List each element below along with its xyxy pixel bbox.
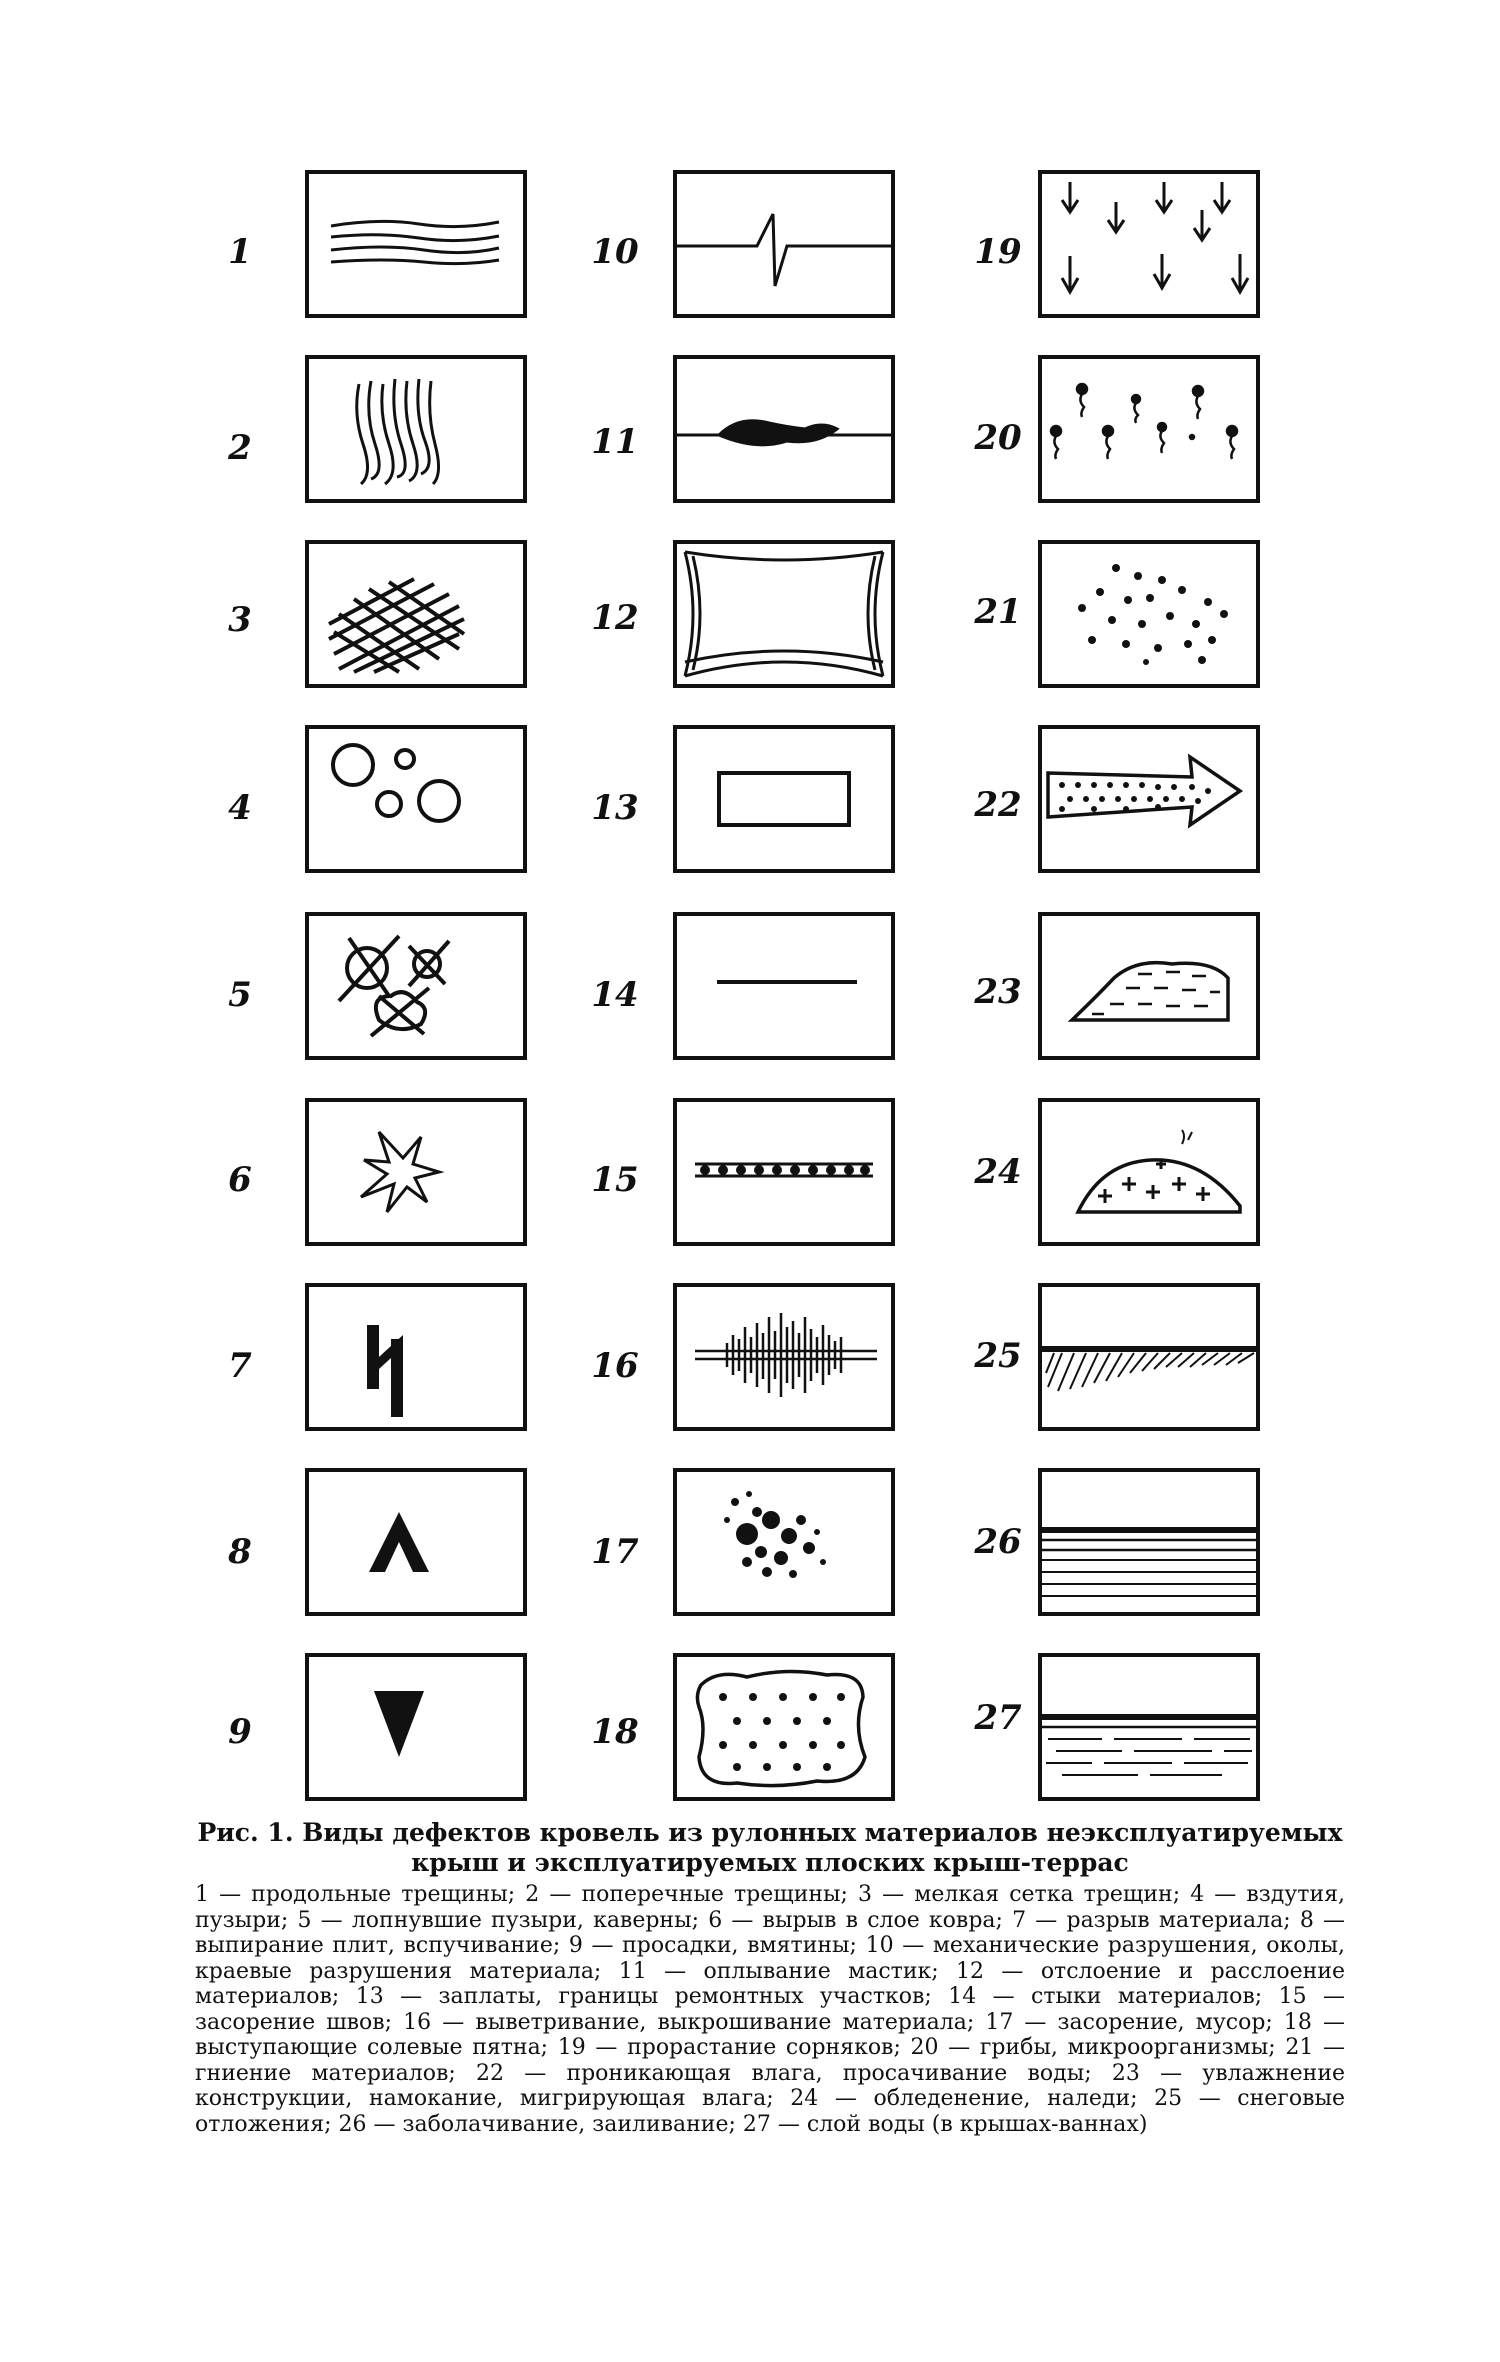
figure-label-7: 7	[228, 1346, 252, 1386]
waterlogging-icon	[1042, 1472, 1256, 1612]
defect-symbol-23	[1038, 912, 1260, 1060]
defect-symbol-9	[305, 1653, 527, 1801]
defect-symbol-7	[305, 1283, 527, 1431]
snow-deposits-icon	[1042, 1287, 1256, 1427]
defect-symbol-18	[673, 1653, 895, 1801]
seam-clogging-icon	[677, 1102, 891, 1242]
mastic-flow-icon	[677, 359, 891, 499]
defect-symbol-14	[673, 912, 895, 1060]
figure-label-21: 21	[974, 592, 1022, 632]
mechanical-damage-icon	[677, 174, 891, 314]
delamination-icon	[677, 544, 891, 684]
defect-symbol-19	[1038, 170, 1260, 318]
figure-label-19: 19	[974, 232, 1022, 272]
material-rupture-icon	[309, 1287, 523, 1427]
caption-title: Рис. 1. Виды дефектов кровель из рулонных материалов неэксплуатируемых крыш и эксплуатируемых плоских крыш-террас	[197, 1818, 1343, 1877]
patch-icon	[677, 729, 891, 869]
caption-legend-text: 1 — продольные трещины; 2 — поперечные трещины; 3 — мелкая сетка трещин; 4 — вздутия, пузыри; 5 — лопнувшие пузыри, каверны; 6 — вырыв в слое ковра; 7 — разрыв материала; 8 — выпирание плит, вспучивание; 9 — просадки, вмятины; 10 — механические разрушения, околы, краевые разрушения материала; 11 — оплывание мастик; 12 — отслоение и расслоение материалов; 13 — заплаты, границы ремонтных участков; 14 — стыки материалов; 15 — засорение швов; 16 — выветривание, выкрошивание материала; 17 — засорение, мусор; 18 — выступающие солевые пятна; 19 — прорастание сорняков; 20 — грибы, микроорганизмы; 21 — гниение материалов; 22 — проникающая влага, просачивание воды; 23 — увлажнение конструкции, намокание, мигрирующая влага; 24 — обледенение, наледи; 25 — снеговые отложения; 26 — заболачивание, заиливание; 27 — слой воды (в крышах-ваннах)	[195, 1882, 1345, 2137]
rotting-icon	[1042, 544, 1256, 684]
salt-stains-icon	[677, 1657, 891, 1797]
defect-symbol-1	[305, 170, 527, 318]
figure-label-11: 11	[591, 422, 639, 462]
water-layer-icon	[1042, 1657, 1256, 1797]
crack-mesh-icon	[309, 544, 523, 684]
defect-symbol-21	[1038, 540, 1260, 688]
joint-icon	[677, 916, 891, 1056]
figure-label-23: 23	[974, 972, 1022, 1012]
blisters-icon	[309, 729, 523, 869]
figure-label-16: 16	[591, 1346, 639, 1386]
subsidence-icon	[309, 1657, 523, 1797]
carpet-tear-icon	[309, 1102, 523, 1242]
defect-symbol-17	[673, 1468, 895, 1616]
figure-label-4: 4	[228, 788, 252, 828]
defect-symbol-27	[1038, 1653, 1260, 1801]
debris-icon	[677, 1472, 891, 1612]
figure-caption	[195, 1818, 1345, 2137]
moisture-icon	[1042, 916, 1256, 1056]
figure-label-25: 25	[974, 1336, 1022, 1376]
figure-label-1: 1	[228, 232, 252, 272]
defect-symbol-25	[1038, 1283, 1260, 1431]
figure-label-18: 18	[591, 1712, 639, 1752]
burst-blisters-icon	[309, 916, 523, 1056]
figure-label-12: 12	[591, 598, 639, 638]
longitudinal-cracks-icon	[309, 174, 523, 314]
figure-label-13: 13	[591, 788, 639, 828]
figure-label-26: 26	[974, 1522, 1022, 1562]
figure-label-17: 17	[591, 1532, 639, 1572]
defect-symbol-8	[305, 1468, 527, 1616]
defect-symbol-22	[1038, 725, 1260, 873]
figure-label-24: 24	[974, 1152, 1022, 1192]
figure-label-10: 10	[591, 232, 639, 272]
figure-label-14: 14	[591, 975, 639, 1015]
figure-label-5: 5	[228, 975, 252, 1015]
defect-symbol-13	[673, 725, 895, 873]
figure-label-3: 3	[228, 600, 252, 640]
figure-label-22: 22	[974, 785, 1022, 825]
defect-symbol-4	[305, 725, 527, 873]
defect-symbol-5	[305, 912, 527, 1060]
bulging-icon	[309, 1472, 523, 1612]
figure-label-9: 9	[228, 1712, 252, 1752]
icing-icon	[1042, 1102, 1256, 1242]
figure-label-2: 2	[228, 428, 252, 468]
seeping-water-arrow-icon	[1042, 729, 1256, 869]
weathering-icon	[677, 1287, 891, 1427]
defect-symbol-2	[305, 355, 527, 503]
defect-symbol-6	[305, 1098, 527, 1246]
weed-growth-icon	[1042, 174, 1256, 314]
figure-label-15: 15	[591, 1160, 639, 1200]
figure-label-8: 8	[228, 1532, 252, 1572]
defect-symbol-16	[673, 1283, 895, 1431]
defect-symbol-26	[1038, 1468, 1260, 1616]
defect-symbol-11	[673, 355, 895, 503]
defect-symbol-15	[673, 1098, 895, 1246]
transverse-cracks-icon	[309, 359, 523, 499]
figure-label-27: 27	[974, 1698, 1022, 1738]
defect-symbol-20	[1038, 355, 1260, 503]
defect-symbol-24	[1038, 1098, 1260, 1246]
defect-symbol-12	[673, 540, 895, 688]
fungi-icon	[1042, 359, 1256, 499]
figure-label-20: 20	[974, 418, 1022, 458]
figure-label-6: 6	[228, 1160, 252, 1200]
defect-symbol-10	[673, 170, 895, 318]
defect-symbol-3	[305, 540, 527, 688]
